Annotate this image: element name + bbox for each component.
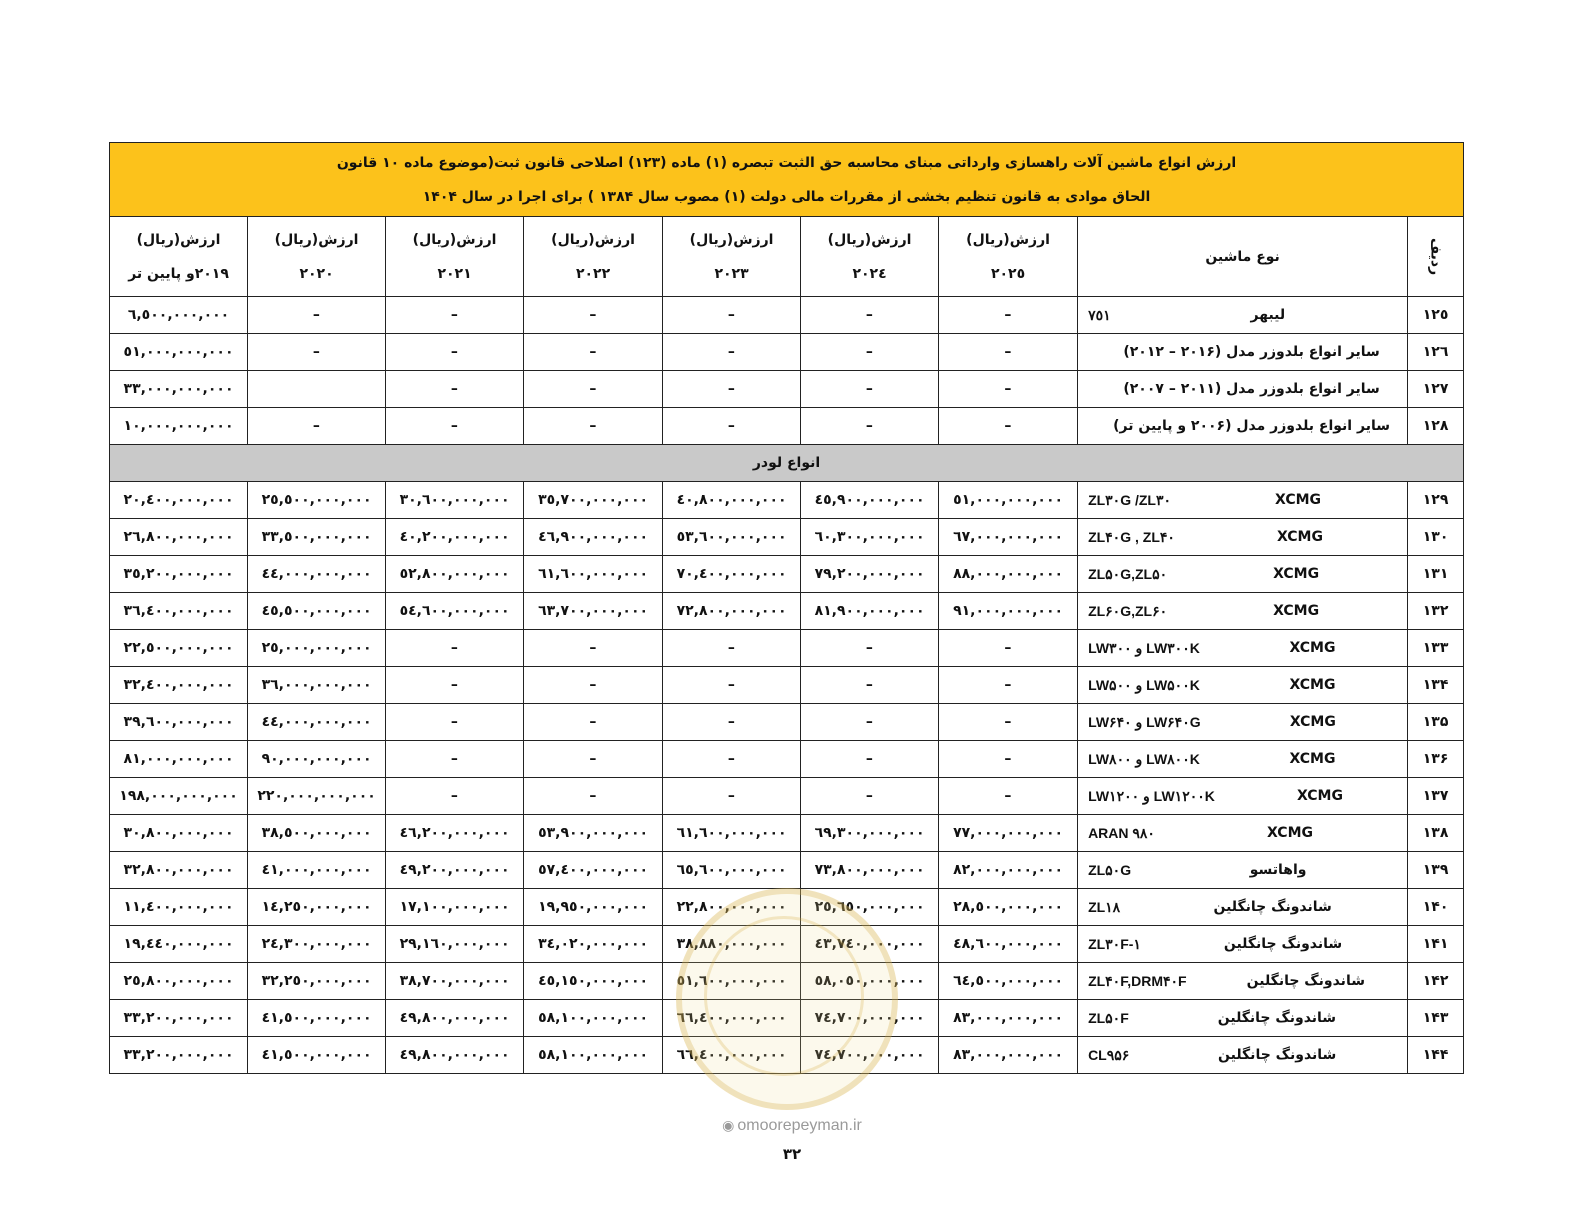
machine-brand: XCMG [1296, 787, 1343, 804]
value-cell: – [524, 630, 663, 667]
value-cell: ٤٦,۲۰۰,۰۰۰,۰۰۰ [386, 815, 524, 852]
header-value-label: ارزش(ریال) [412, 231, 497, 248]
value-cell: – [524, 667, 663, 704]
value-cell: – [939, 334, 1078, 371]
machine-model: LW۵۰۰ و LW۵۰۰K [1088, 676, 1200, 693]
value-cell: ۳۳,۲۰۰,۰۰۰,۰۰۰ [110, 1037, 248, 1074]
table-row [110, 482, 1464, 519]
row-number: ۱۲٦ [1408, 334, 1464, 371]
value-cell: – [248, 297, 386, 334]
machine-type-cell [1078, 1037, 1408, 1074]
table-row [110, 963, 1464, 1000]
value-cell: ٤٥,۹۰۰,۰۰۰,۰۰۰ [801, 482, 939, 519]
value-cell: ۳٤,۰۲۰,۰۰۰,۰۰۰ [524, 926, 663, 963]
row-number: ۱۴۳ [1408, 1000, 1464, 1037]
value-cell: ٥۱,٦۰۰,۰۰۰,۰۰۰ [663, 963, 801, 1000]
header-value-label: ارزش(ریال) [136, 231, 221, 248]
table-row [110, 1000, 1464, 1037]
header-year [524, 217, 663, 297]
machine-name: شاندونگ چانگلین [1246, 972, 1365, 989]
machine-model: ZL۳۰G /ZL۳۰ [1088, 491, 1172, 508]
table-row [110, 630, 1464, 667]
value-cell: ۸۱,۹۰۰,۰۰۰,۰۰۰ [801, 593, 939, 630]
value-cell: ۱۱,٤۰۰,۰۰۰,۰۰۰ [110, 889, 248, 926]
value-cell: ۳۰,٦۰۰,۰۰۰,۰۰۰ [386, 482, 524, 519]
value-cell: – [386, 630, 524, 667]
header-year-label: ۲۰۲۲ [575, 265, 611, 282]
value-cell: ۸۱,۰۰۰,۰۰۰,۰۰۰ [110, 741, 248, 778]
header-year-label: ۲۰۲۰ [299, 265, 334, 282]
machine-brand: XCMG [1273, 602, 1320, 619]
table-row [110, 593, 1464, 630]
value-cell: ۳۲,۲٥۰,۰۰۰,۰۰۰ [248, 963, 386, 1000]
value-cell: ۷۷,۰۰۰,۰۰۰,۰۰۰ [939, 815, 1078, 852]
value-cell: – [801, 297, 939, 334]
header-year-label: ۲۰۲۳ [714, 265, 749, 282]
machine-type-cell [1078, 371, 1408, 408]
row-number: ۱۴۴ [1408, 1037, 1464, 1074]
machine-brand: XCMG [1275, 491, 1322, 508]
value-cell: ٥۲,۸۰۰,۰۰۰,۰۰۰ [386, 556, 524, 593]
value-cell: – [939, 778, 1078, 815]
header-value-label: ارزش(ریال) [274, 231, 359, 248]
machine-name: سایر انواع بلدوزر مدل (۲۰۰۶ و پایین تر) [1113, 418, 1390, 434]
bulldozer-rows [110, 297, 1464, 445]
value-cell: ٦۱,٦۰۰,۰۰۰,۰۰۰ [663, 815, 801, 852]
value-cell: ۳۸,٥۰۰,۰۰۰,۰۰۰ [248, 815, 386, 852]
header-value-label: ارزش(ریال) [689, 231, 774, 248]
header-value-label: ارزش(ریال) [551, 231, 635, 248]
machine-model: ZL۵۰G [1088, 861, 1132, 878]
value-cell: ۳۳,۰۰۰,۰۰۰,۰۰۰ [110, 371, 248, 408]
machine-type-cell [1078, 630, 1408, 667]
machine-type-cell [1078, 408, 1408, 445]
table-row [110, 741, 1464, 778]
table-title [110, 143, 1464, 217]
value-cell: ٤٦,۹۰۰,۰۰۰,۰۰۰ [524, 519, 663, 556]
row-number: ۱۲۹ [1408, 482, 1464, 519]
machine-model: ZL۴۰G , ZL۴۰ [1088, 528, 1175, 545]
machine-name: لیبهر [1250, 306, 1286, 323]
value-cell: ٦۳,۷۰۰,۰۰۰,۰۰۰ [524, 593, 663, 630]
value-cell: – [524, 778, 663, 815]
value-cell: ٦٦,٤۰۰,۰۰۰,۰۰۰ [663, 1000, 801, 1037]
machine-type-cell [1078, 297, 1408, 334]
value-cell: ۷۹,۲۰۰,۰۰۰,۰۰۰ [801, 556, 939, 593]
value-cell: ٥۷,٤۰۰,۰۰۰,۰۰۰ [524, 852, 663, 889]
header-year-label: ۲۰۱۹و پایین تر [128, 265, 229, 282]
value-cell: ۳۸,۷۰۰,۰۰۰,۰۰۰ [386, 963, 524, 1000]
row-number: ۱۴۰ [1408, 889, 1464, 926]
machine-type-cell [1078, 1000, 1408, 1037]
value-cell: ۸۸,۰۰۰,۰۰۰,۰۰۰ [939, 556, 1078, 593]
value-cell: ٦٥,٦۰۰,۰۰۰,۰۰۰ [663, 852, 801, 889]
machine-model: LW۸۰۰ و LW۸۰۰K [1088, 750, 1200, 767]
value-cell: ۲۸,٥۰۰,۰۰۰,۰۰۰ [939, 889, 1078, 926]
value-cell: ۹۱,۰۰۰,۰۰۰,۰۰۰ [939, 593, 1078, 630]
value-cell: – [663, 334, 801, 371]
value-cell: – [801, 704, 939, 741]
value-cell: ۷۲,۸۰۰,۰۰۰,۰۰۰ [663, 593, 801, 630]
value-cell: ۸۲,۰۰۰,۰۰۰,۰۰۰ [939, 852, 1078, 889]
value-cell: ۱۹,۹٥۰,۰۰۰,۰۰۰ [524, 889, 663, 926]
machine-name: شاندونگ چانگلین [1218, 1046, 1337, 1063]
value-cell: ٤۰,۲۰۰,۰۰۰,۰۰۰ [386, 519, 524, 556]
machine-type-cell [1078, 482, 1408, 519]
header-year [663, 217, 801, 297]
value-cell: ٥۳,٦۰۰,۰۰۰,۰۰۰ [663, 519, 801, 556]
value-cell: ۲٥,٥۰۰,۰۰۰,۰۰۰ [248, 482, 386, 519]
machine-type-cell [1078, 334, 1408, 371]
machine-type-cell [1078, 926, 1408, 963]
value-cell: ۲۹,۱٦۰,۰۰۰,۰۰۰ [386, 926, 524, 963]
value-cell: – [801, 371, 939, 408]
machine-name: شاندونگ چانگلین [1213, 898, 1332, 915]
value-cell: – [524, 334, 663, 371]
machine-brand: XCMG [1289, 713, 1336, 730]
value-cell: – [524, 297, 663, 334]
table-row [110, 778, 1464, 815]
header-value-label: ارزش(ریال) [966, 231, 1050, 248]
value-cell: ۲٤,۳۰۰,۰۰۰,۰۰۰ [248, 926, 386, 963]
machine-name: سایر انواع بلدوزر مدل (۲۰۱۶ – ۲۰۱۲) [1123, 344, 1380, 360]
machine-name: شاندونگ چانگلین [1223, 935, 1343, 952]
machine-type-cell [1078, 889, 1408, 926]
value-cell: – [939, 630, 1078, 667]
table-row [110, 519, 1464, 556]
page-number: ۳۲ [782, 1145, 802, 1163]
machine-model: ZL۶۰G,ZL۶۰ [1088, 602, 1168, 619]
table-row [110, 1037, 1464, 1074]
machine-brand: XCMG [1276, 528, 1323, 545]
value-cell: – [801, 630, 939, 667]
value-cell: – [386, 741, 524, 778]
value-cell: – [663, 704, 801, 741]
value-cell: – [663, 630, 801, 667]
header-year [939, 217, 1078, 297]
value-cell: ٤۸,٦۰۰,۰۰۰,۰۰۰ [939, 926, 1078, 963]
value-cell: – [939, 741, 1078, 778]
row-number: ۱۳۹ [1408, 852, 1464, 889]
machine-brand: XCMG [1267, 824, 1313, 841]
table-row [110, 815, 1464, 852]
value-cell: – [939, 408, 1078, 445]
machine-type-cell [1078, 963, 1408, 1000]
row-number: ۱۳۵ [1408, 704, 1464, 741]
machine-model: LW۶۴۰ و LW۶۴۰G [1088, 713, 1201, 730]
value-cell: – [939, 297, 1078, 334]
machine-brand: XCMG [1289, 750, 1336, 767]
title-line-1: ارزش انواع ماشین آلات راهسازی وارداتی مبنای محاسبه حق الثبت تبصره (۱) ماده (۱۲۳) اصلاحی قانون ثبت(موضوع ماده ۱۰ قانون [336, 154, 1237, 171]
value-cell: – [386, 778, 524, 815]
row-number: ۱۲۸ [1408, 408, 1464, 445]
value-cell: ۹۰,۰۰۰,۰۰۰,۰۰۰ [248, 741, 386, 778]
loader-section [110, 445, 1464, 482]
header-year [110, 217, 248, 297]
value-cell: ٤٥,٥۰۰,۰۰۰,۰۰۰ [248, 593, 386, 630]
row-number: ۱۳۲ [1408, 593, 1464, 630]
row-number: ۱۲۷ [1408, 371, 1464, 408]
table-row [110, 297, 1464, 334]
value-cell: ۳۲,۸۰۰,۰۰۰,۰۰۰ [110, 852, 248, 889]
machine-type-cell [1078, 778, 1408, 815]
value-cell: – [663, 408, 801, 445]
value-cell: ۳۳,۲۰۰,۰۰۰,۰۰۰ [110, 1000, 248, 1037]
value-cell: – [663, 667, 801, 704]
machine-model: ZL۵۰G,ZL۵۰ [1088, 565, 1168, 582]
row-number: ۱۳۳ [1408, 630, 1464, 667]
value-cell: ٥۱,۰۰۰,۰۰۰,۰۰۰ [110, 334, 248, 371]
machine-type-cell [1078, 741, 1408, 778]
value-cell: ۱۹۸,۰۰۰,۰۰۰,۰۰۰ [110, 778, 248, 815]
value-cell: – [801, 667, 939, 704]
table-row [110, 408, 1464, 445]
machine-model: LW۳۰۰ و LW۳۰۰K [1088, 639, 1200, 656]
value-cell: ٥۸,۱۰۰,۰۰۰,۰۰۰ [524, 1000, 663, 1037]
table-row [110, 667, 1464, 704]
row-number: ۱۴۲ [1408, 963, 1464, 1000]
value-cell: ٥۳,۹۰۰,۰۰۰,۰۰۰ [524, 815, 663, 852]
value-cell: – [939, 371, 1078, 408]
machine-type-cell [1078, 704, 1408, 741]
value-cell: ٦۷,۰۰۰,۰۰۰,۰۰۰ [939, 519, 1078, 556]
row-number: ۱۳۶ [1408, 741, 1464, 778]
value-cell: ۳۲,٤۰۰,۰۰۰,۰۰۰ [110, 667, 248, 704]
value-cell: ۳۰,۸۰۰,۰۰۰,۰۰۰ [110, 815, 248, 852]
machine-type-cell [1078, 556, 1408, 593]
row-number: ۱۳۴ [1408, 667, 1464, 704]
value-cell: ۱۷,۱۰۰,۰۰۰,۰۰۰ [386, 889, 524, 926]
machine-name: شاندونگ چانگلین [1217, 1009, 1337, 1026]
value-cell: – [663, 778, 801, 815]
machine-brand: XCMG [1289, 676, 1336, 693]
value-cell: ۷٤,۷۰۰,۰۰۰,۰۰۰ [801, 1037, 939, 1074]
value-cell: ۲۲۰,۰۰۰,۰۰۰,۰۰۰ [248, 778, 386, 815]
header-machine-type: نوع ماشین [1078, 217, 1408, 297]
machine-model: ARAN ۹۸۰ [1088, 824, 1155, 841]
value-cell: ۳٥,۷۰۰,۰۰۰,۰۰۰ [524, 482, 663, 519]
row-number: ۱۳۸ [1408, 815, 1464, 852]
value-cell: ۳۹,٦۰۰,۰۰۰,۰۰۰ [110, 704, 248, 741]
value-cell: – [386, 371, 524, 408]
value-cell: ٤۹,۸۰۰,۰۰۰,۰۰۰ [386, 1037, 524, 1074]
value-cell: ۲٦,۸۰۰,۰۰۰,۰۰۰ [110, 519, 248, 556]
table-row [110, 371, 1464, 408]
value-cell: ۷٤,۷۰۰,۰۰۰,۰۰۰ [801, 1000, 939, 1037]
value-cell: – [248, 334, 386, 371]
website-footer[interactable] [0, 1117, 1584, 1135]
row-number: ۱۳۰ [1408, 519, 1464, 556]
header-year-label: ۲۰۲٤ [852, 265, 887, 282]
value-cell: ۱۹,٤٤۰,۰۰۰,۰۰۰ [110, 926, 248, 963]
header-row-number: ردیف [1408, 217, 1464, 297]
value-cell: ٦۹,۳۰۰,۰۰۰,۰۰۰ [801, 815, 939, 852]
value-cell: ٤٥,۱٥۰,۰۰۰,۰۰۰ [524, 963, 663, 1000]
machine-type-cell [1078, 593, 1408, 630]
header-year [801, 217, 939, 297]
machine-model: LW۱۲۰۰ و LW۱۲۰۰K [1088, 787, 1215, 804]
value-cell: – [386, 408, 524, 445]
table-row [110, 704, 1464, 741]
value-cell: ۲٥,٦٥۰,۰۰۰,۰۰۰ [801, 889, 939, 926]
value-cell: ۷۳,۸۰۰,۰۰۰,۰۰۰ [801, 852, 939, 889]
value-cell: ۲٥,۰۰۰,۰۰۰,۰۰۰ [248, 630, 386, 667]
value-cell: – [801, 334, 939, 371]
machine-type-cell [1078, 519, 1408, 556]
table-row [110, 889, 1464, 926]
value-table [109, 142, 1464, 1074]
header-year [386, 217, 524, 297]
value-cell: ۳٦,٤۰۰,۰۰۰,۰۰۰ [110, 593, 248, 630]
value-cell: ۲۲,۸۰۰,۰۰۰,۰۰۰ [663, 889, 801, 926]
value-cell: – [663, 371, 801, 408]
value-cell: – [801, 778, 939, 815]
value-cell: ٤۱,٥۰۰,۰۰۰,۰۰۰ [248, 1000, 386, 1037]
value-cell: ۳٦,۰۰۰,۰۰۰,۰۰۰ [248, 667, 386, 704]
value-cell: ٤٤,۰۰۰,۰۰۰,۰۰۰ [248, 704, 386, 741]
header-value-label: ارزش(ریال) [827, 231, 912, 248]
value-cell: ۸۳,۰۰۰,۰۰۰,۰۰۰ [939, 1037, 1078, 1074]
header-year [248, 217, 386, 297]
value-cell: ٤٤,۰۰۰,۰۰۰,۰۰۰ [248, 556, 386, 593]
value-cell: ٤۹,۸۰۰,۰۰۰,۰۰۰ [386, 1000, 524, 1037]
header-year-label: ۲۰۲۱ [437, 265, 472, 282]
row-number: ۱۳۷ [1408, 778, 1464, 815]
column-header-row [110, 217, 1464, 297]
value-cell: – [939, 704, 1078, 741]
machine-name: واهاتسو [1249, 861, 1307, 878]
machine-name: سایر انواع بلدوزر مدل (۲۰۱۱ – ۲۰۰۷) [1123, 381, 1380, 397]
value-cell: – [386, 667, 524, 704]
row-number: ۱۲٥ [1408, 297, 1464, 334]
globe-icon: ◉ [722, 1117, 735, 1133]
value-cell: ۲۲,٥۰۰,۰۰۰,۰۰۰ [110, 630, 248, 667]
value-cell: ٤۹,۲۰۰,۰۰۰,۰۰۰ [386, 852, 524, 889]
row-number: ۱۳۱ [1408, 556, 1464, 593]
value-cell: – [386, 704, 524, 741]
machine-type-cell [1078, 667, 1408, 704]
value-cell: ۱٤,۲٥۰,۰۰۰,۰۰۰ [248, 889, 386, 926]
value-cell: – [386, 334, 524, 371]
value-cell: ٤۱,۰۰۰,۰۰۰,۰۰۰ [248, 852, 386, 889]
machine-brand: XCMG [1289, 639, 1336, 656]
value-cell: ٦٦,٤۰۰,۰۰۰,۰۰۰ [663, 1037, 801, 1074]
machine-type-cell [1078, 815, 1408, 852]
value-cell: ۲۰,٤۰۰,۰۰۰,۰۰۰ [110, 482, 248, 519]
value-cell: – [524, 408, 663, 445]
machine-model: ZL۳۰F-۱ [1088, 935, 1141, 952]
value-cell: ۳۳,٥۰۰,۰۰۰,۰۰۰ [248, 519, 386, 556]
value-cell [248, 371, 386, 408]
row-number: ۱۴۱ [1408, 926, 1464, 963]
value-cell: ٥۸,۱۰۰,۰۰۰,۰۰۰ [524, 1037, 663, 1074]
value-cell: ٦۱,٦۰۰,۰۰۰,۰۰۰ [524, 556, 663, 593]
table-row [110, 556, 1464, 593]
table-row [110, 852, 1464, 889]
value-cell: – [524, 741, 663, 778]
value-cell: ٤۰,۸۰۰,۰۰۰,۰۰۰ [663, 482, 801, 519]
value-cell: – [524, 704, 663, 741]
value-cell: ۳۸,۸۸۰,۰۰۰,۰۰۰ [663, 926, 801, 963]
value-cell: ٥٤,٦۰۰,۰۰۰,۰۰۰ [386, 593, 524, 630]
loader-rows [110, 482, 1464, 1074]
value-cell: – [663, 741, 801, 778]
machine-brand: XCMG [1273, 565, 1320, 582]
value-cell: ۱۰,۰۰۰,۰۰۰,۰۰۰ [110, 408, 248, 445]
table-row [110, 334, 1464, 371]
machine-model: ZL۵۰F [1088, 1009, 1129, 1026]
section-title: انواع لودر [110, 445, 1464, 482]
value-cell: ٥۸,۰٥۰,۰۰۰,۰۰۰ [801, 963, 939, 1000]
value-cell: ٤۳,۷٤۰,۰۰۰,۰۰۰ [801, 926, 939, 963]
website-text[interactable]: omoorepeyman.ir [737, 1117, 862, 1134]
value-cell: ۷۰,٤۰۰,۰۰۰,۰۰۰ [663, 556, 801, 593]
machine-model: ZL۴۰F,DRM۴۰F [1088, 972, 1187, 989]
value-cell: ٤۱,٥۰۰,۰۰۰,۰۰۰ [248, 1037, 386, 1074]
value-cell: ٦٤,٥۰۰,۰۰۰,۰۰۰ [939, 963, 1078, 1000]
title-line-2: الحاق موادی به قانون تنظیم بخشی از مقررات مالی دولت (۱) مصوب سال ۱۳۸۴ ) برای اجرا در سال ۱۴۰۴ [422, 188, 1151, 205]
value-cell: – [386, 297, 524, 334]
machine-model: CL۹۵۶ [1088, 1046, 1130, 1063]
value-cell: – [248, 408, 386, 445]
section-header-row [110, 445, 1464, 482]
machine-type-cell [1078, 852, 1408, 889]
value-cell: – [663, 297, 801, 334]
value-cell: ٥۱,۰۰۰,۰۰۰,۰۰۰ [939, 482, 1078, 519]
value-cell: – [939, 667, 1078, 704]
value-cell: – [801, 408, 939, 445]
value-cell: ۸۳,۰۰۰,۰۰۰,۰۰۰ [939, 1000, 1078, 1037]
value-cell: – [801, 741, 939, 778]
machine-model: ۷٥۱ [1088, 306, 1111, 323]
header-year-label: ۲۰۲٥ [990, 265, 1026, 282]
table-row [110, 926, 1464, 963]
value-cell: – [524, 371, 663, 408]
value-cell: ٦,٥۰۰,۰۰۰,۰۰۰ [110, 297, 248, 334]
machine-model: ZL۱۸ [1088, 898, 1121, 915]
value-cell: ۲٥,۸۰۰,۰۰۰,۰۰۰ [110, 963, 248, 1000]
value-cell: ٦۰,۳۰۰,۰۰۰,۰۰۰ [801, 519, 939, 556]
value-cell: ۳٥,۲۰۰,۰۰۰,۰۰۰ [110, 556, 248, 593]
